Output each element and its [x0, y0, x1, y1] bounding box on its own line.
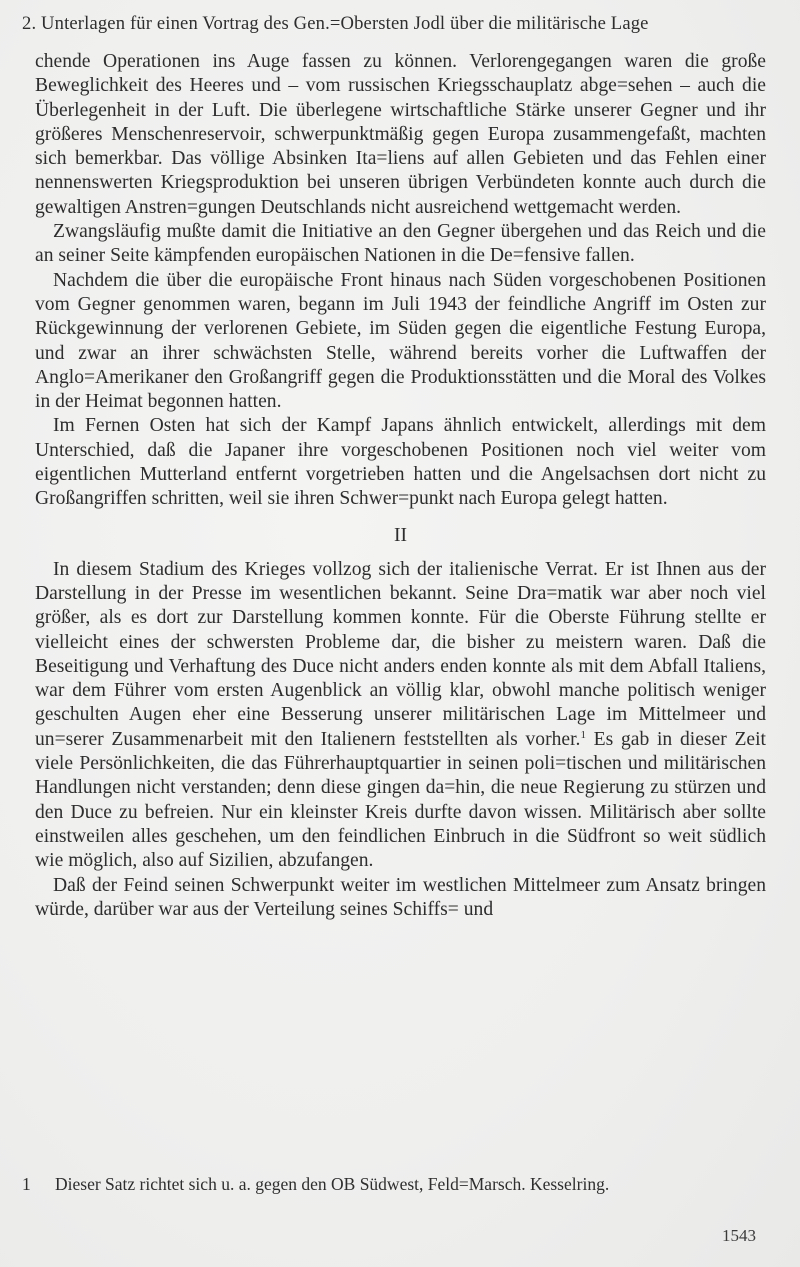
paragraph: chende Operationen ins Auge fassen zu können. Verlorengegangen waren die große Beweglichkeit des Heeres und – vom russischen Kriegsschauplatz abge=sehen – auch die Überlegenheit in der Luft. Die überlegene wirtschaftliche Stärke unserer Gegner und ihr größeres Menschenreservoir, schwerpunktmäßig gegen Europa zusammengefaßt, machten sich bemerkbar. Das völlige Absinken Ita=liens auf allen Gebieten und das Fehlen einer nennenswerten Kriegsproduktion bei unseren übrigen Verbündeten konnte auch durch die gewaltigen Anstren=gungen Deutschlands nicht ausreichend wettgemacht werden. [35, 51, 766, 218]
footnote-text: Dieser Satz richtet sich u. a. gegen den OB Südwest, Feld=Marsch. Kesselring. [55, 1174, 610, 1194]
footnote-mark: 1 [22, 1174, 31, 1194]
paragraph: Nachdem die über die europäische Front hinaus nach Süden vorgeschobenen Positionen vom Gegner genommen waren, begann im Juli 1943 der feindliche Angriff im Osten zur Rückgewinnung der verlorenen Gebiete, im Süden gegen die eigentliche Festung Europa, und zwar an ihrer schwächsten Stelle, während bereits vorher die Luftwaffen der Anglo=Amerikaner den Großangriff gegen die Produktionsstätten und die Moral des Volkes in der Heimat begonnen hatten. [35, 269, 766, 413]
running-head: 2. Unterlagen für einen Vortrag des Gen.=Obersten Jodl über die militärische Lage [22, 13, 649, 34]
paragraph: Zwangsläufig mußte damit die Initiative an den Gegner übergehen und das Reich und die an seiner Seite kämpfenden europäischen Nationen in die De=fensive fallen. [35, 221, 766, 267]
paragraph-text: In diesem Stadium des Krieges vollzog sich der italienische Verrat. Er ist Ihnen aus der Darstellung in der Presse im wesentlichen bekannt. Seine Dra=matik war aber noch viel größer, als es dort zur Darstellung kommen konnte. Für die Oberste Führung stellte er vielleicht eines der schwersten Probleme dar, die bisher zu meistern waren. Daß die Beseitigung und Verhaftung des Duce nicht anders enden konnte als mit dem Abfall Italiens, war dem Führer vom ersten Augenblick an völlig klar, obwohl manche politisch weniger geschulten Augen eher eine Besserung unserer militärischen Lage im Mittelmeer und un=serer Zusammenarbeit mit den Italienern feststellten als vorher. [35, 558, 766, 750]
footnote [22, 1174, 762, 1195]
body-text [35, 50, 766, 922]
paragraph-text: Es gab in dieser Zeit viele Persönlichkeiten, die das Führerhauptquartier in seinen poli=tischen und militärischen Handlungen nicht verstanden; denn diese gingen da=hin, die neue Regierung zu stürzen und den Duce zu befreien. Nur ein kleinster Kreis durfte davon wissen. Militärisch aber sollte einstweilen alles geschehen, um den feindlichen Einbruch in die Südfront so weit südlich wie möglich, also auf Sizilien, abzufangen. [35, 728, 766, 872]
page-number: 1543 [722, 1226, 756, 1245]
paragraph: Im Fernen Osten hat sich der Kampf Japans ähnlich entwickelt, allerdings mit dem Unterschied, daß die Japaner ihre vorgeschobenen Positionen noch viel weiter vom eigentlichen Mutterland entfernt vorgetrieben hatten und die Angelsachsen dort nicht zu Großangriffen schritten, weil sie ihren Schwer=punkt nach Europa gelegt hatten. [35, 415, 766, 510]
section-heading: II [393, 524, 408, 546]
paragraph: Daß der Feind seinen Schwerpunkt weiter im westlichen Mittelmeer zum Ansatz bringen würde, darüber war aus der Verteilung seines Schiffs= und [35, 874, 766, 920]
paragraph [35, 558, 766, 874]
footnote-reference[interactable]: 1 [580, 728, 586, 741]
